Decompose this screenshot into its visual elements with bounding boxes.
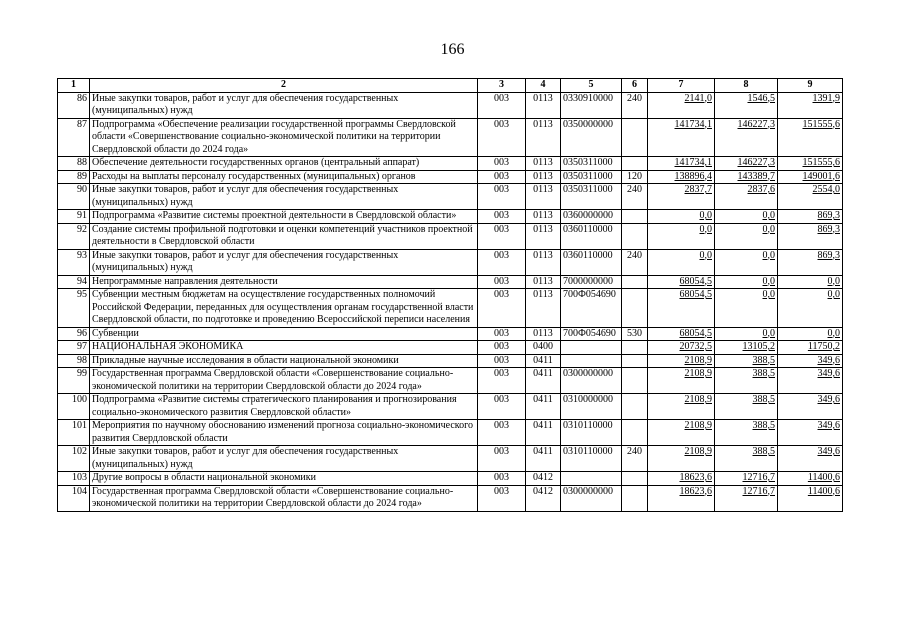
amount-value: 388,5 <box>752 354 775 366</box>
row-number-cell: 100 <box>58 394 90 420</box>
target-item-code-cell: 7000000000 <box>561 275 622 289</box>
target-item-code-cell: 0310110000 <box>561 446 622 472</box>
expense-type-code-cell <box>622 275 648 289</box>
amount-col9-cell <box>778 289 843 328</box>
column-header: 7 <box>648 79 715 93</box>
ministry-code-cell: 003 <box>478 420 526 446</box>
column-header: 8 <box>715 79 778 93</box>
table-row <box>58 327 843 341</box>
row-number-cell: 94 <box>58 275 90 289</box>
ministry-code-cell: 003 <box>478 289 526 328</box>
amount-value: 68054,5 <box>679 327 712 339</box>
section-code-cell: 0113 <box>526 184 561 210</box>
expense-type-code-cell <box>622 394 648 420</box>
ministry-code-cell: 003 <box>478 472 526 486</box>
expense-type-code-cell <box>622 118 648 157</box>
ministry-code-cell: 003 <box>478 446 526 472</box>
row-number-cell: 90 <box>58 184 90 210</box>
expense-type-code-cell <box>622 157 648 171</box>
amount-col8-cell <box>715 170 778 184</box>
expense-type-code-cell: 240 <box>622 92 648 118</box>
item-name-cell: Подпрограмма «Развитие системы проектной деятельности в Свердловской области» <box>90 210 478 224</box>
ministry-code-cell: 003 <box>478 118 526 157</box>
budget-table <box>57 78 843 512</box>
expense-type-code-cell: 240 <box>622 446 648 472</box>
item-name-cell: Иные закупки товаров, работ и услуг для обеспечения государственных (муниципальных) нужд <box>90 184 478 210</box>
ministry-code-cell: 003 <box>478 249 526 275</box>
target-item-code-cell: 0350311000 <box>561 157 622 171</box>
column-header: 1 <box>58 79 90 93</box>
amount-value: 11400,6 <box>807 472 840 483</box>
target-item-code-cell: 0350311000 <box>561 170 622 184</box>
page-number: 166 <box>440 41 465 58</box>
amount-value: 18623,6 <box>679 485 712 497</box>
amount-col9-cell <box>778 446 843 472</box>
column-header: 3 <box>478 79 526 93</box>
amount-col7-cell <box>648 170 715 184</box>
amount-col9-cell <box>778 341 843 355</box>
amount-value: 143389,7 <box>737 170 775 182</box>
expense-type-code-cell: 240 <box>622 249 648 275</box>
amount-col8-cell <box>715 446 778 472</box>
table-row <box>58 289 843 328</box>
amount-value: 0,0 <box>699 223 712 235</box>
amount-col8-cell <box>715 249 778 275</box>
amount-value: 151555,6 <box>802 118 840 130</box>
amount-col8-cell <box>715 118 778 157</box>
amount-col8-cell <box>715 420 778 446</box>
amount-value: 349,6 <box>817 354 840 366</box>
target-item-code-cell: 0330910000 <box>561 92 622 118</box>
amount-value: 2108,9 <box>684 446 712 457</box>
target-item-code-cell: 0360110000 <box>561 223 622 249</box>
amount-col9-cell <box>778 485 843 511</box>
row-number-cell: 102 <box>58 446 90 472</box>
column-header: 5 <box>561 79 622 93</box>
section-code-cell: 0113 <box>526 327 561 341</box>
section-code-cell: 0113 <box>526 275 561 289</box>
table-row <box>58 184 843 210</box>
amount-col7-cell <box>648 223 715 249</box>
amount-col8-cell <box>715 341 778 355</box>
section-code-cell: 0411 <box>526 354 561 368</box>
row-number-cell: 96 <box>58 327 90 341</box>
ministry-code-cell: 003 <box>478 210 526 224</box>
amount-col8-cell <box>715 275 778 289</box>
amount-col8-cell <box>715 92 778 118</box>
amount-col8-cell <box>715 472 778 486</box>
item-name-cell: Прикладные научные исследования в области национальной экономики <box>90 354 478 368</box>
expense-type-code-cell <box>622 210 648 224</box>
table-row <box>58 275 843 289</box>
amount-col9-cell <box>778 170 843 184</box>
section-code-cell: 0113 <box>526 170 561 184</box>
amount-col9-cell <box>778 118 843 157</box>
section-code-cell: 0411 <box>526 368 561 394</box>
amount-value: 349,6 <box>817 446 840 457</box>
row-number-cell: 86 <box>58 92 90 118</box>
item-name-cell: Мероприятия по научному обоснованию изменений прогноза социально-экономического развития Свердловской области <box>90 420 478 446</box>
amount-value: 141734,1 <box>674 118 712 130</box>
expense-type-code-cell: 120 <box>622 170 648 184</box>
row-number-cell: 101 <box>58 420 90 446</box>
section-code-cell: 0113 <box>526 289 561 328</box>
table-row <box>58 157 843 171</box>
row-number-cell: 97 <box>58 341 90 355</box>
amount-value: 146227,3 <box>737 157 775 168</box>
target-item-code-cell: 700Ф054690 <box>561 327 622 341</box>
table-row <box>58 472 843 486</box>
column-header: 6 <box>622 79 648 93</box>
amount-col8-cell <box>715 485 778 511</box>
target-item-code-cell: 0310110000 <box>561 420 622 446</box>
amount-value: 12716,7 <box>742 472 775 483</box>
row-number-cell: 104 <box>58 485 90 511</box>
amount-col7-cell <box>648 289 715 328</box>
amount-value: 869,3 <box>817 223 840 235</box>
column-header: 2 <box>90 79 478 93</box>
amount-col7-cell <box>648 420 715 446</box>
section-code-cell: 0411 <box>526 446 561 472</box>
item-name-cell: Субвенции <box>90 327 478 341</box>
amount-col8-cell <box>715 354 778 368</box>
amount-value: 2141,0 <box>684 92 712 104</box>
item-name-cell: Подпрограмма «Развитие системы стратегического планирования и прогнозирования социально-экономического развития Свердловской области» <box>90 394 478 420</box>
amount-value: 0,0 <box>762 249 775 261</box>
row-number-cell: 103 <box>58 472 90 486</box>
amount-col9-cell <box>778 275 843 289</box>
amount-col8-cell <box>715 184 778 210</box>
amount-col9-cell <box>778 368 843 394</box>
table-row <box>58 446 843 472</box>
ministry-code-cell: 003 <box>478 354 526 368</box>
ministry-code-cell: 003 <box>478 341 526 355</box>
section-code-cell: 0113 <box>526 210 561 224</box>
section-code-cell: 0113 <box>526 118 561 157</box>
item-name-cell: Создание системы профильной подготовки и оценки компетенций участников проектной деятельности в Свердловской области <box>90 223 478 249</box>
amount-value: 0,0 <box>762 327 775 339</box>
amount-col7-cell <box>648 354 715 368</box>
amount-col7-cell <box>648 341 715 355</box>
item-name-cell: Государственная программа Свердловской области «Совершенствование социально-экономической политики на территории Свердловской области до 2024 года» <box>90 485 478 511</box>
amount-value: 349,6 <box>817 420 840 431</box>
row-number-cell: 92 <box>58 223 90 249</box>
amount-col9-cell <box>778 210 843 224</box>
amount-value: 0,0 <box>827 275 840 287</box>
expense-type-code-cell: 530 <box>622 327 648 341</box>
amount-value: 2108,9 <box>684 420 712 431</box>
amount-col9-cell <box>778 184 843 210</box>
target-item-code-cell: 0300000000 <box>561 368 622 394</box>
item-name-cell: НАЦИОНАЛЬНАЯ ЭКОНОМИКА <box>90 341 478 355</box>
amount-col8-cell <box>715 368 778 394</box>
section-code-cell: 0411 <box>526 394 561 420</box>
amount-value: 13105,2 <box>742 341 775 352</box>
amount-col7-cell <box>648 249 715 275</box>
amount-value: 20732,5 <box>679 341 712 352</box>
section-code-cell: 0113 <box>526 92 561 118</box>
amount-value: 0,0 <box>762 210 775 221</box>
amount-col7-cell <box>648 157 715 171</box>
amount-value: 2837,6 <box>747 184 775 195</box>
section-code-cell: 0412 <box>526 485 561 511</box>
amount-value: 869,3 <box>817 249 840 261</box>
header-row <box>58 79 843 93</box>
amount-col7-cell <box>648 394 715 420</box>
target-item-code-cell: 0360000000 <box>561 210 622 224</box>
amount-value: 2108,9 <box>684 394 712 405</box>
table-row <box>58 92 843 118</box>
amount-value: 2554,0 <box>812 184 840 195</box>
expense-type-code-cell <box>622 354 648 368</box>
amount-value: 68054,5 <box>679 275 712 287</box>
amount-col9-cell <box>778 249 843 275</box>
amount-col9-cell <box>778 354 843 368</box>
amount-col8-cell <box>715 327 778 341</box>
ministry-code-cell: 003 <box>478 394 526 420</box>
section-code-cell: 0400 <box>526 341 561 355</box>
expense-type-code-cell <box>622 420 648 446</box>
amount-col7-cell <box>648 92 715 118</box>
amount-col7-cell <box>648 368 715 394</box>
item-name-cell: Иные закупки товаров, работ и услуг для обеспечения государственных (муниципальных) нужд <box>90 249 478 275</box>
amount-value: 869,3 <box>817 210 840 221</box>
amount-value: 0,0 <box>827 289 840 300</box>
target-item-code-cell: 0310000000 <box>561 394 622 420</box>
amount-value: 0,0 <box>699 249 712 261</box>
ministry-code-cell: 003 <box>478 170 526 184</box>
amount-value: 0,0 <box>762 275 775 287</box>
row-number-cell: 93 <box>58 249 90 275</box>
amount-col8-cell <box>715 289 778 328</box>
amount-col7-cell <box>648 446 715 472</box>
row-number-cell: 89 <box>58 170 90 184</box>
amount-value: 141734,1 <box>674 157 712 168</box>
column-header: 9 <box>778 79 843 93</box>
expense-type-code-cell <box>622 341 648 355</box>
amount-value: 0,0 <box>699 210 712 221</box>
amount-value: 2108,9 <box>684 368 712 379</box>
table-row <box>58 485 843 511</box>
expense-type-code-cell <box>622 368 648 394</box>
section-code-cell: 0411 <box>526 420 561 446</box>
ministry-code-cell: 003 <box>478 368 526 394</box>
amount-value: 388,5 <box>752 368 775 379</box>
target-item-code-cell <box>561 354 622 368</box>
target-item-code-cell: 0300000000 <box>561 485 622 511</box>
amount-col9-cell <box>778 327 843 341</box>
amount-col7-cell <box>648 485 715 511</box>
amount-col8-cell <box>715 157 778 171</box>
amount-col9-cell <box>778 92 843 118</box>
table-row <box>58 368 843 394</box>
ministry-code-cell: 003 <box>478 275 526 289</box>
amount-value: 0,0 <box>762 289 775 300</box>
amount-value: 11400,6 <box>807 485 840 497</box>
expense-type-code-cell <box>622 485 648 511</box>
target-item-code-cell <box>561 472 622 486</box>
column-header: 4 <box>526 79 561 93</box>
amount-col9-cell <box>778 472 843 486</box>
item-name-cell: Подпрограмма «Обеспечение реализации государственной программы Свердловской области «Совершенствование социально-экономической политики на территории Свердловской области до 2024 года» <box>90 118 478 157</box>
amount-value: 11750,2 <box>807 341 840 352</box>
item-name-cell: Иные закупки товаров, работ и услуг для обеспечения государственных (муниципальных) нужд <box>90 92 478 118</box>
expense-type-code-cell <box>622 223 648 249</box>
ministry-code-cell: 003 <box>478 223 526 249</box>
section-code-cell: 0412 <box>526 472 561 486</box>
amount-col7-cell <box>648 118 715 157</box>
amount-value: 1391,9 <box>812 92 840 104</box>
section-code-cell: 0113 <box>526 249 561 275</box>
table-row <box>58 223 843 249</box>
table-row <box>58 420 843 446</box>
table-body <box>58 92 843 511</box>
expense-type-code-cell <box>622 472 648 486</box>
row-number-cell: 98 <box>58 354 90 368</box>
item-name-cell: Непрограммные направления деятельности <box>90 275 478 289</box>
row-number-cell: 87 <box>58 118 90 157</box>
ministry-code-cell: 003 <box>478 184 526 210</box>
amount-value: 388,5 <box>752 394 775 405</box>
section-code-cell: 0113 <box>526 157 561 171</box>
ministry-code-cell: 003 <box>478 157 526 171</box>
expense-type-code-cell <box>622 289 648 328</box>
row-number-cell: 88 <box>58 157 90 171</box>
table-row <box>58 170 843 184</box>
amount-value: 349,6 <box>817 394 840 405</box>
amount-col8-cell <box>715 223 778 249</box>
amount-col9-cell <box>778 394 843 420</box>
table-row <box>58 210 843 224</box>
target-item-code-cell: 0350311000 <box>561 184 622 210</box>
amount-col8-cell <box>715 210 778 224</box>
amount-value: 0,0 <box>762 223 775 235</box>
amount-value: 151555,6 <box>802 157 840 168</box>
target-item-code-cell <box>561 341 622 355</box>
table-row <box>58 249 843 275</box>
item-name-cell: Обеспечение деятельности государственных органов (центральный аппарат) <box>90 157 478 171</box>
table-row <box>58 354 843 368</box>
expense-type-code-cell: 240 <box>622 184 648 210</box>
item-name-cell: Расходы на выплаты персоналу государственных (муниципальных) органов <box>90 170 478 184</box>
amount-value: 18623,6 <box>679 472 712 483</box>
amount-value: 388,5 <box>752 420 775 431</box>
ministry-code-cell: 003 <box>478 92 526 118</box>
target-item-code-cell: 0360110000 <box>561 249 622 275</box>
row-number-cell: 99 <box>58 368 90 394</box>
amount-col8-cell <box>715 394 778 420</box>
item-name-cell: Другие вопросы в области национальной экономики <box>90 472 478 486</box>
table-row <box>58 118 843 157</box>
amount-value: 2108,9 <box>684 354 712 366</box>
amount-col7-cell <box>648 210 715 224</box>
item-name-cell: Субвенции местным бюджетам на осуществление государственных полномочий Российской Федерации, переданных для осуществления органам государственной власти Свердловской области, по подготовке и проведению Всероссийской переписи населения <box>90 289 478 328</box>
amount-value: 0,0 <box>827 327 840 339</box>
amount-value: 138896,4 <box>674 170 712 182</box>
amount-col7-cell <box>648 184 715 210</box>
table-row <box>58 341 843 355</box>
item-name-cell: Государственная программа Свердловской области «Совершенствование социально-экономической политики на территории Свердловской области до 2024 года» <box>90 368 478 394</box>
amount-value: 149001,6 <box>802 170 840 182</box>
target-item-code-cell: 0350000000 <box>561 118 622 157</box>
row-number-cell: 91 <box>58 210 90 224</box>
amount-col9-cell <box>778 157 843 171</box>
amount-col7-cell <box>648 472 715 486</box>
amount-value: 388,5 <box>752 446 775 457</box>
amount-value: 2837,7 <box>684 184 712 195</box>
amount-value: 349,6 <box>817 368 840 379</box>
amount-col9-cell <box>778 223 843 249</box>
ministry-code-cell: 003 <box>478 327 526 341</box>
amount-col7-cell <box>648 327 715 341</box>
table-row <box>58 394 843 420</box>
ministry-code-cell: 003 <box>478 485 526 511</box>
amount-value: 1546,5 <box>747 92 775 104</box>
amount-value: 146227,3 <box>737 118 775 130</box>
amount-value: 12716,7 <box>742 485 775 497</box>
amount-value: 68054,5 <box>679 289 712 300</box>
target-item-code-cell: 700Ф054690 <box>561 289 622 328</box>
row-number-cell: 95 <box>58 289 90 328</box>
amount-col7-cell <box>648 275 715 289</box>
item-name-cell: Иные закупки товаров, работ и услуг для обеспечения государственных (муниципальных) нужд <box>90 446 478 472</box>
section-code-cell: 0113 <box>526 223 561 249</box>
amount-col9-cell <box>778 420 843 446</box>
